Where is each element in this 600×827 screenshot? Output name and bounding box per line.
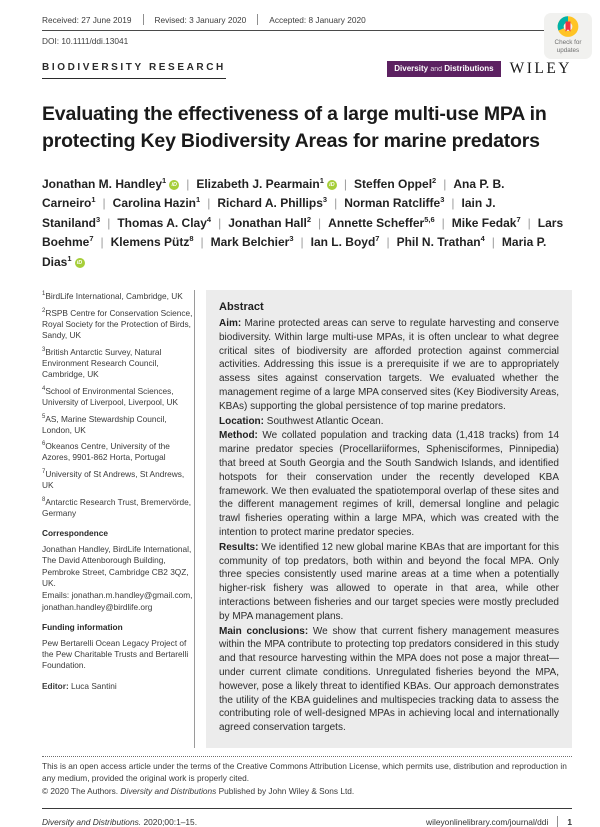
author-separator: | <box>318 215 322 230</box>
affiliation: $^3$British Antarctic Survey, Natural Environment Research Council, Cambridge, UK <box>42 346 162 379</box>
open-access-note: This is an open access article under the terms of the Creative Commons Attribution License, which permits use, distribution and reproduction in any medium, provided the original work is properly cited. <box>42 760 567 783</box>
citation-journal: Diversity and Distributions. <box>42 816 142 827</box>
check-updates-text-line1: Check for <box>554 39 582 46</box>
journal-badge-word2: and <box>430 66 442 73</box>
footer-right <box>426 816 572 827</box>
journal-url[interactable]: wileyonlinelibrary.com/journal/ddi <box>426 816 549 827</box>
author: Richard A. Phillips$^3$ <box>217 195 328 211</box>
abstract-section-label: Location: <box>219 415 267 427</box>
author-separator: | <box>102 196 106 211</box>
editor-label: Editor: <box>42 680 72 691</box>
affiliation-list <box>42 290 194 519</box>
abstract-section-text: We show that current fishery management measures within the MPA contribute to protecting top predators considered in this study and that resource harvesting within the MPA does not pose a major threat—under current climate conditions. Unregulated fisheries beyond the MPA, however, pose a likely threat to identified KBAs. Our approach demonstrates the utility of the KBA guidelines and multispecies tracking data to assess the contributing role of well-designed MPAs in achieving local and internationally agreed conservation targets. <box>219 625 559 734</box>
check-for-updates-badge[interactable] <box>544 13 592 59</box>
abstract-paragraph <box>219 317 559 414</box>
author-separator: | <box>343 176 348 191</box>
dotted-separator <box>42 756 572 757</box>
affiliation: $^1$BirdLife International, Cambridge, UK <box>42 290 183 301</box>
author-separator: | <box>527 215 531 230</box>
divider <box>557 816 558 827</box>
orcid-icon[interactable]: iD <box>327 180 337 190</box>
abstract-paragraph <box>219 625 559 735</box>
abstract-section-text: Southwest Atlantic Ocean. <box>266 415 384 427</box>
affiliation: $^8$Antarctic Research Trust, Bremervörde, Germany <box>42 496 192 519</box>
author: Lars Boehme$^7$ <box>42 215 564 250</box>
citation-rest: 2020;00:1–15. <box>141 816 198 827</box>
author-separator: | <box>207 196 211 211</box>
section-row <box>42 62 572 79</box>
funding-text: Pew Bertarelli Ocean Legacy Project of the Pew Charitable Trusts and Bertarelli Foundation. <box>42 637 189 671</box>
author-separator: | <box>334 196 338 211</box>
affiliation: $^2$RSPB Centre for Conservation Science, Royal Society for the Protection of Birds, Sandy, UK <box>42 307 193 340</box>
author: Elizabeth J. Pearmain$^1$ iD <box>196 177 337 191</box>
dates-row <box>42 14 560 30</box>
abstract-section-text: Marine protected areas can serve to regulate harvesting and conserve biodiversity. Within large multi-use MPAs, it is often unclear to what degree critical sites of biodiversity are afforded protection against commercial activities. Addressing this issue is a prerequisite if we are to appropriately assess sites against conservation targets. We evaluated whether the management regime of a large MPA conserved sites (Key Biodiversity Areas, KBAs) supporting the global persistence of top marine predators. <box>219 318 560 412</box>
copyright-journal: Diversity and Distributions <box>120 786 217 797</box>
affiliation: $^6$Okeanos Centre, University of the Azores, 9901-862 Horta, Portugal <box>42 441 170 463</box>
orcid-icon[interactable]: iD <box>75 258 85 268</box>
check-for-updates-icon <box>556 16 580 39</box>
author: Jonathan Hall$^2$ <box>228 214 312 230</box>
author: Phil N. Trathan$^4$ <box>396 234 485 250</box>
abstract-section-label: Method: <box>219 430 263 442</box>
journal-citation <box>42 817 197 827</box>
section-label: BIODIVERSITY RESEARCH <box>42 62 226 79</box>
article-title: Evaluating the effectiveness of a large multi-use MPA in protecting Key Biodiversity Areas for marine predators <box>42 103 547 152</box>
column-divider-rule <box>194 290 195 748</box>
author-separator: | <box>107 215 111 230</box>
editor-line <box>42 681 194 692</box>
correspondence-emails[interactable]: Emails: jonathan.m.handley@gmail.com, jonathan.handley@birdlife.org <box>42 590 193 612</box>
affiliation: $^4$School of Environmental Sciences, University of Liverpool, Liverpool, UK <box>42 385 179 407</box>
check-updates-text-line2: updates <box>556 46 580 54</box>
journal-badge-word1: Diversity <box>394 64 429 73</box>
footer-row <box>42 816 572 827</box>
author: Ian L. Boyd$^7$ <box>310 234 380 250</box>
author: Klemens Pütz$^8$ <box>110 234 194 250</box>
author-separator: | <box>386 235 390 250</box>
copyright-suffix: Published by John Wiley & Sons Ltd. <box>216 786 355 797</box>
header-rule <box>42 30 560 31</box>
divider <box>143 14 144 25</box>
correspondence-address: Jonathan Handley, BirdLife International, The David Attenborough Building, Pembroke Street, Cambridge CB2 3QZ, UK. <box>42 544 192 589</box>
author-separator: | <box>441 215 445 230</box>
author-list <box>42 175 572 272</box>
abstract-section-label: Main conclusions: <box>219 625 313 637</box>
abstract-paragraph <box>219 415 559 429</box>
abstract-sections <box>219 317 559 735</box>
author: Ana P. B. Carneiro$^1$ <box>42 176 505 211</box>
brand-group <box>387 60 572 78</box>
affiliation: $^5$AS, Marine Stewardship Council, London, UK <box>42 413 167 435</box>
funding-heading: Funding information <box>42 621 123 632</box>
author: Jonathan M. Handley$^1$ iD <box>42 177 179 191</box>
author-separator: | <box>218 215 222 230</box>
affiliation: $^7$University of St Andrews, St Andrews, UK <box>42 469 185 491</box>
abstract-box <box>206 290 572 748</box>
author: Norman Ratcliffe$^3$ <box>344 195 445 211</box>
abstract-section-text: We collated population and tracking data (1,418 tracks) from 14 marine predator species (Procellariiformes, Sphenisciformes, Pinnipedia) that breed at South Georgia and the South Sandwich Islands, and identified hotspots for their conservation under the recently developed KBA framework. We then evaluated the spatiotemporal overlap of these sites and the different management regimes of krill, demersal longline and pelagic trawl fisheries operating within a large MPA, which was created with the intention to protect marine predator species. <box>219 430 559 538</box>
correspondence-heading: Correspondence <box>42 528 108 539</box>
author: Mark Belchier$^3$ <box>210 234 294 250</box>
received-date: Received: 27 June 2019 <box>42 14 132 25</box>
author: Annette Scheffer$^{5,6}$ <box>328 214 435 230</box>
abstract-paragraph <box>219 429 559 539</box>
author-separator: | <box>491 235 495 250</box>
page-number: 1 <box>567 816 572 827</box>
orcid-icon[interactable]: iD <box>169 180 179 190</box>
abstract-heading: Abstract <box>219 301 264 313</box>
author-separator: | <box>186 176 190 191</box>
author: Maria P. Dias$^1$ iD <box>42 235 547 269</box>
author-separator: | <box>100 235 104 250</box>
revised-date: Revised: 3 January 2020 <box>154 14 247 25</box>
editor-name: Luca Santini <box>71 680 117 691</box>
author: Carolina Hazin$^1$ <box>112 195 201 211</box>
author-separator: | <box>300 235 304 250</box>
divider <box>257 14 258 25</box>
abstract-paragraph <box>219 541 559 624</box>
author: Thomas A. Clay$^4$ <box>117 214 212 230</box>
author-separator: | <box>443 176 447 191</box>
left-column <box>42 290 194 748</box>
abstract-section-label: Aim: <box>219 318 245 329</box>
abstract-section-label: Results: <box>219 541 262 553</box>
footer-rule <box>42 808 572 809</box>
author: Steffen Oppel$^2$ <box>354 175 437 191</box>
copyright-prefix: © 2020 The Authors. <box>42 786 121 797</box>
accepted-date: Accepted: 8 January 2020 <box>269 14 366 25</box>
abstract-section-text: We identified 12 new global marine KBAs that are important for this community of top predators, both within and beyond the focal MPA. Only three species consistently used marine areas at a time when a potentially higher-risk fishery was allowed to operate in that area, while other interactions between fisheries and our target species were mostly precluded by MPA management plans. <box>219 541 559 622</box>
wiley-logo: WILEY <box>509 60 572 77</box>
author: Iain J. Staniland$^3$ <box>42 196 496 230</box>
content-columns <box>42 290 572 748</box>
author-separator: | <box>200 235 204 250</box>
journal-badge[interactable] <box>387 61 500 77</box>
author: Mike Fedak$^7$ <box>451 214 521 230</box>
author-separator: | <box>451 196 455 211</box>
journal-badge-word3: Distributions <box>444 64 494 73</box>
doi: DOI: 10.1111/ddi.13041 <box>42 36 129 46</box>
